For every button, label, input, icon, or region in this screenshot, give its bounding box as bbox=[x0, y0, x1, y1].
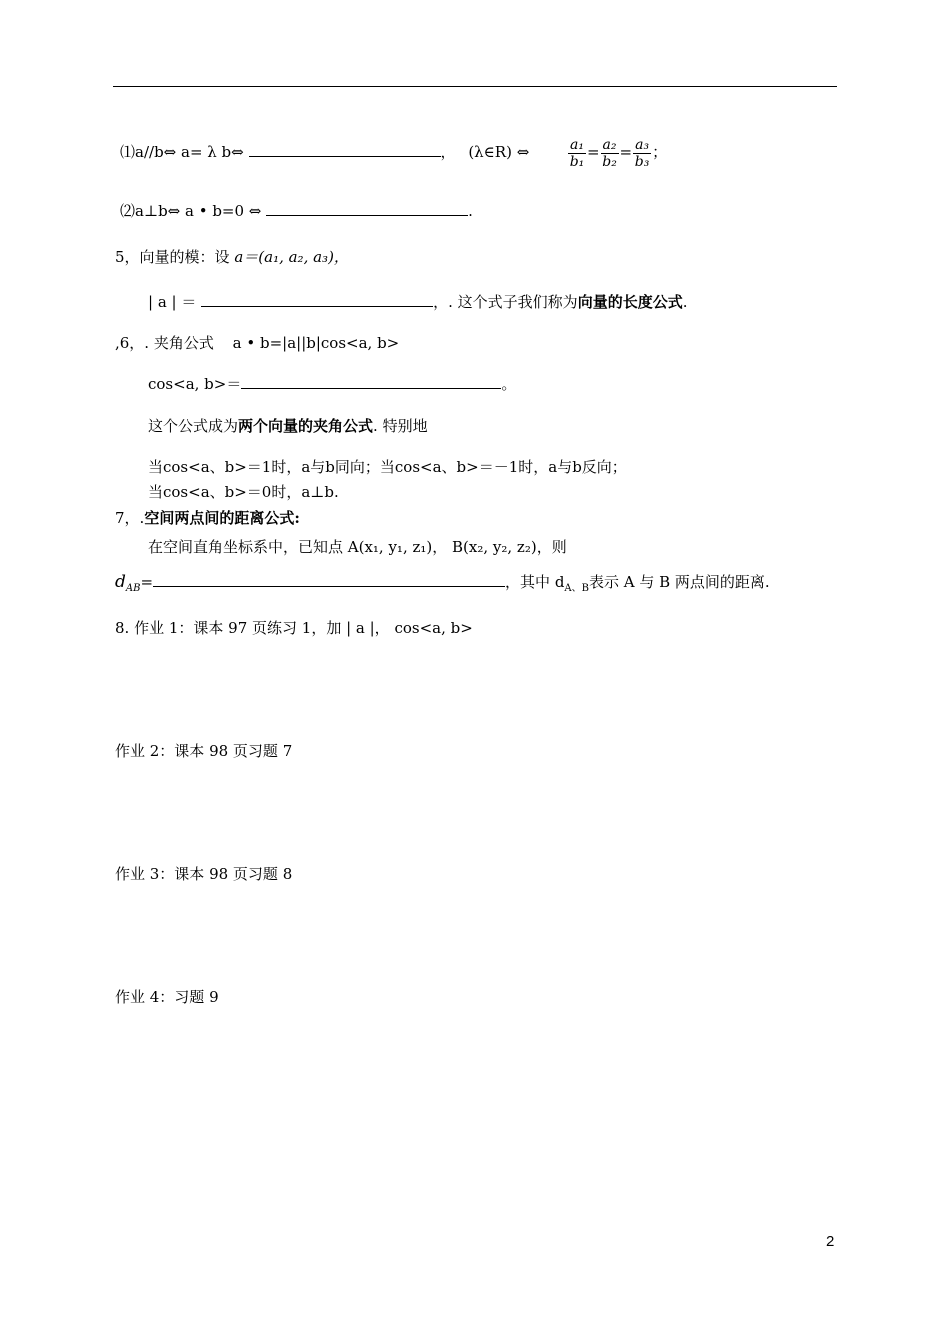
item-6-label: ,6，. 夹角公式 bbox=[115, 334, 214, 352]
distance-tail-end: 表示 A 与 B 两点间的距离. bbox=[589, 573, 770, 591]
distance-eq: = bbox=[140, 573, 154, 591]
item-2-perpendicular bbox=[120, 201, 473, 221]
item-2-end: . bbox=[468, 202, 473, 220]
item-2-prefix: ⑵ bbox=[120, 202, 136, 220]
item-1-condition: a//b⇔ a= λ b⇔ bbox=[135, 143, 244, 161]
equals-sign: = bbox=[586, 143, 600, 161]
item-1-prefix: ⑴ bbox=[120, 143, 136, 161]
lambda-condition: (λ∈R) bbox=[468, 143, 512, 161]
angle-desc-post: . 特别地 bbox=[373, 417, 428, 435]
cos-formula bbox=[148, 374, 516, 394]
equals-sign: = bbox=[619, 143, 633, 161]
angle-desc-bold: 两个向量的夹角公式 bbox=[238, 417, 374, 435]
distance-d: d bbox=[115, 572, 126, 592]
modulus-tail: ，. 这个式子我们称为 bbox=[433, 293, 578, 311]
item-2-condition: a⊥b⇔ a • b=0 ⇔ bbox=[135, 202, 262, 220]
homework-1: 8. 作业 1：课本 97 页练习 1，加 | a |， cos<a, b> bbox=[115, 619, 473, 637]
homework-3: 作业 3：课本 98 页习题 8 bbox=[115, 865, 293, 883]
item-1-comma: ， bbox=[440, 143, 456, 161]
item-7-heading bbox=[115, 508, 300, 528]
item-2-blank bbox=[266, 201, 468, 216]
item-6-heading bbox=[115, 333, 399, 353]
homework-4: 作业 4：习题 9 bbox=[115, 988, 219, 1006]
modulus-bold: 向量的长度公式 bbox=[577, 293, 683, 311]
cos-end: 。 bbox=[501, 375, 517, 393]
fraction-3: $\frac{\text{a₃}}{\text{b₃}}$ bbox=[634, 136, 650, 170]
modulus-formula bbox=[148, 292, 687, 312]
distance-description: 在空间直角坐标系中，已知点 A(x₁, y₁, z₁)， B(x₂, y₂, z₂)，则 bbox=[148, 538, 567, 556]
special-case-2: 当cos<a、b>＝0时，a⊥b. bbox=[148, 483, 339, 501]
angle-description bbox=[148, 416, 428, 436]
cos-left: cos<a, b>＝ bbox=[148, 375, 242, 393]
distance-tail: ，其中 d bbox=[505, 573, 565, 591]
item-5-vector: a＝(a₁, a₂, a₃)， bbox=[234, 248, 349, 266]
fraction-1: $\frac{\text{a₁}}{\text{b₁}}$ bbox=[569, 136, 585, 170]
modulus-left: | a | ＝ bbox=[148, 293, 197, 311]
header-rule bbox=[113, 86, 837, 87]
item-1-blank bbox=[249, 142, 441, 157]
modulus-end: . bbox=[682, 293, 688, 311]
item-1-parallel bbox=[120, 142, 529, 162]
page-number: 2 bbox=[826, 1233, 835, 1250]
distance-blank bbox=[153, 572, 505, 587]
item-5-heading bbox=[115, 247, 349, 267]
cos-blank bbox=[241, 374, 501, 389]
ratio-fractions bbox=[567, 132, 667, 172]
homework-2: 作业 2：课本 98 页习题 7 bbox=[115, 742, 293, 760]
item-7-title: 空间两点间的距离公式: bbox=[144, 509, 300, 527]
angle-desc-pre: 这个公式成为 bbox=[148, 417, 239, 435]
angle-formula: a • b=|a||b|cos<a, b> bbox=[232, 334, 400, 352]
modulus-blank bbox=[201, 292, 433, 307]
distance-formula bbox=[115, 572, 770, 599]
distance-tail-sub: A、B bbox=[564, 583, 589, 594]
item-5-label: 5，向量的模：设 bbox=[115, 248, 230, 266]
iff-symbol: ⇔ bbox=[516, 143, 530, 161]
item-7-label: 7，. bbox=[115, 509, 145, 527]
semicolon: ； bbox=[652, 143, 668, 161]
fraction-2: $\frac{\text{a₂}}{\text{b₂}}$ bbox=[602, 136, 617, 170]
special-case-1: 当cos<a、b>＝1时，a与b同向；当cos<a、b>＝－1时，a与b反向； bbox=[148, 458, 627, 476]
distance-sub: AB bbox=[125, 583, 141, 594]
